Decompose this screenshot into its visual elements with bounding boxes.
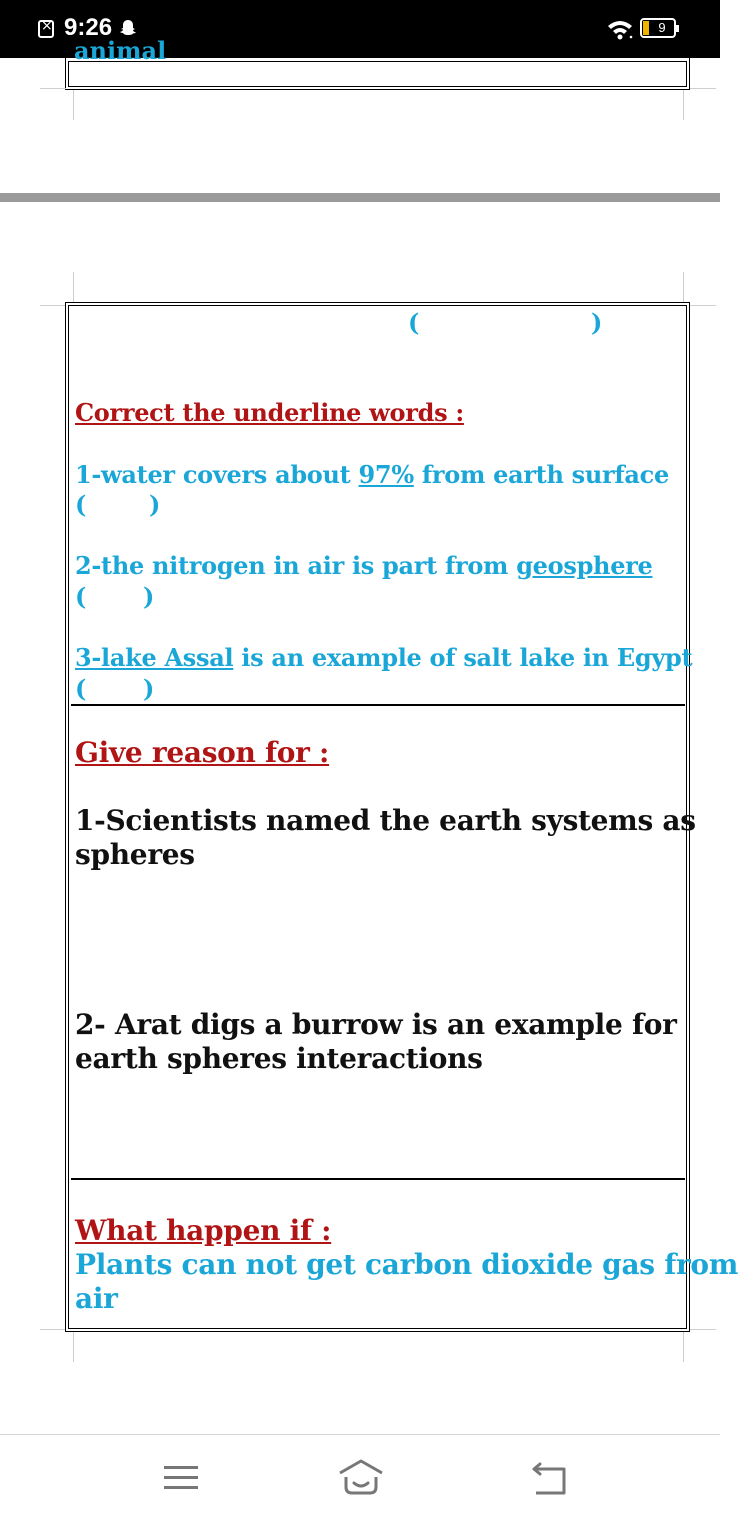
reason-item-2-line2: earth spheres interactions — [75, 1042, 483, 1075]
answer-bracket-open: ( — [75, 674, 87, 703]
correct-item-1-before: 1-water covers about — [75, 460, 359, 489]
correct-item-2 — [75, 551, 653, 581]
snapchat-ghost-icon — [118, 18, 138, 38]
page-margin-guide — [40, 1329, 66, 1330]
table-row-divider — [71, 704, 685, 706]
what-if-section-heading: What happen if : — [75, 1214, 332, 1247]
top-bracket-close: ) — [591, 308, 603, 337]
top-bracket-open: ( — [408, 308, 420, 337]
battery-fill — [643, 21, 649, 35]
battery-icon — [640, 18, 676, 38]
correct-item-1-underlined: 97% — [358, 460, 414, 489]
previous-page-table-bottom — [65, 36, 690, 90]
correct-item-1 — [75, 460, 669, 490]
previous-page-cut-text: animal — [74, 36, 167, 65]
page-margin-guide — [683, 1332, 684, 1362]
correct-section-heading: Correct the underline words : — [75, 398, 464, 427]
answer-bracket-open: ( — [75, 582, 87, 611]
navigation-bar — [0, 1434, 720, 1521]
notification-icon — [38, 20, 54, 38]
page-margin-guide — [690, 88, 716, 89]
page-margin-guide — [683, 90, 684, 120]
page-margin-guide — [690, 305, 716, 306]
reason-item-2-line1: 2- Arat digs a burrow is an example for — [75, 1008, 677, 1041]
reason-item-1-line2: spheres — [75, 838, 195, 871]
correct-item-3-underlined: 3-lake Assal — [75, 643, 234, 672]
page-margin-guide — [40, 305, 66, 306]
status-time: 9:26 — [64, 14, 113, 41]
page-margin-guide — [73, 1332, 74, 1362]
back-icon[interactable] — [530, 1463, 568, 1495]
correct-item-3-after: is an example of salt lake in Egypt — [233, 643, 693, 672]
page-margin-guide — [73, 272, 74, 302]
answer-bracket-close: ) — [143, 674, 155, 703]
page-separator — [0, 193, 720, 202]
page-margin-guide — [40, 88, 66, 89]
what-if-line1: Plants can not get carbon dioxide gas from — [75, 1248, 738, 1281]
answer-bracket-open: ( — [75, 490, 87, 519]
home-icon[interactable] — [338, 1459, 384, 1495]
answer-bracket-close: ) — [143, 582, 155, 611]
correct-item-2-underlined: geosphere — [516, 551, 653, 580]
correct-item-1-after: from earth surface — [413, 460, 669, 489]
correct-item-3 — [75, 643, 692, 673]
wifi-icon — [606, 18, 634, 40]
what-if-line2: air — [75, 1282, 118, 1315]
battery-level: 9 — [658, 20, 666, 35]
answer-bracket-close: ) — [149, 490, 161, 519]
correct-item-2-before: 2-the nitrogen in air is part from — [75, 551, 517, 580]
page-margin-guide — [690, 1329, 716, 1330]
reason-item-1-line1: 1-Scientists named the earth systems as — [75, 804, 696, 837]
page-margin-guide — [73, 90, 74, 120]
reason-section-heading: Give reason for : — [75, 736, 330, 769]
menu-icon[interactable] — [164, 1465, 198, 1491]
page-margin-guide — [683, 272, 684, 302]
table-row-divider — [71, 1178, 685, 1180]
